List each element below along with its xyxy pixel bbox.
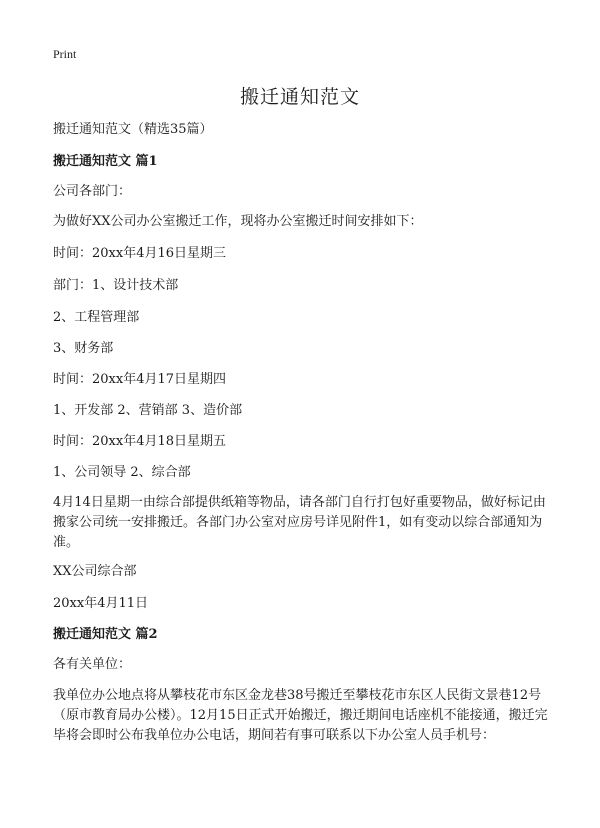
schedule-dept-3: 3、财务部 [53, 341, 114, 356]
schedule-time-3: 时间：20xx年4月18日星期五 [53, 434, 227, 449]
section-1-heading: 搬迁通知范文 篇1 [53, 154, 158, 169]
page-title: 搬迁通知范文 [239, 86, 360, 108]
schedule-dept-1: 部门：1、设计技术部 [53, 278, 179, 293]
schedule-depts-day-2: 1、开发部 2、营销部 3、造价部 [53, 403, 243, 418]
schedule-dept-2: 2、工程管理部 [53, 310, 140, 325]
schedule-time-2: 时间：20xx年4月17日星期四 [53, 372, 227, 387]
section-2-body: 我单位办公地点将从攀枝花市东区金龙巷38号搬迁至攀枝花市东区人民街文景巷12号（原市教育局办公楼）。12月15日正式开始搬迁，搬迁期间电话座机不能接通，搬迁完毕将会即时公布我单位办公电话，期间若有事可联系以下办公室人员手机号： [53, 688, 548, 743]
section-2-greeting: 各有关单位： [53, 657, 132, 672]
section-1-intro: 为做好XX公司办公室搬迁工作，现将办公室搬迁时间安排如下： [53, 214, 423, 229]
section-1-date: 20xx年4月11日 [53, 596, 149, 611]
section-1-signature: XX公司综合部 [53, 564, 137, 579]
schedule-depts-day-3: 1、公司领导 2、综合部 [53, 465, 191, 480]
document-subtitle: 搬迁通知范文（精选35篇） [53, 122, 213, 137]
section-1-greeting: 公司各部门： [53, 184, 132, 199]
schedule-time-1: 时间：20xx年4月16日星期三 [53, 246, 227, 261]
section-2-heading: 搬迁通知范文 篇2 [53, 627, 158, 642]
print-link[interactable]: Print [53, 47, 77, 61]
section-1-notice: 4月14日星期一由综合部提供纸箱等物品，请各部门自行打包好重要物品，做好标记由搬家公司统一安排搬迁。各部门办公室对应房号详见附件1，如有变动以综合部通知为准。 [53, 495, 546, 550]
